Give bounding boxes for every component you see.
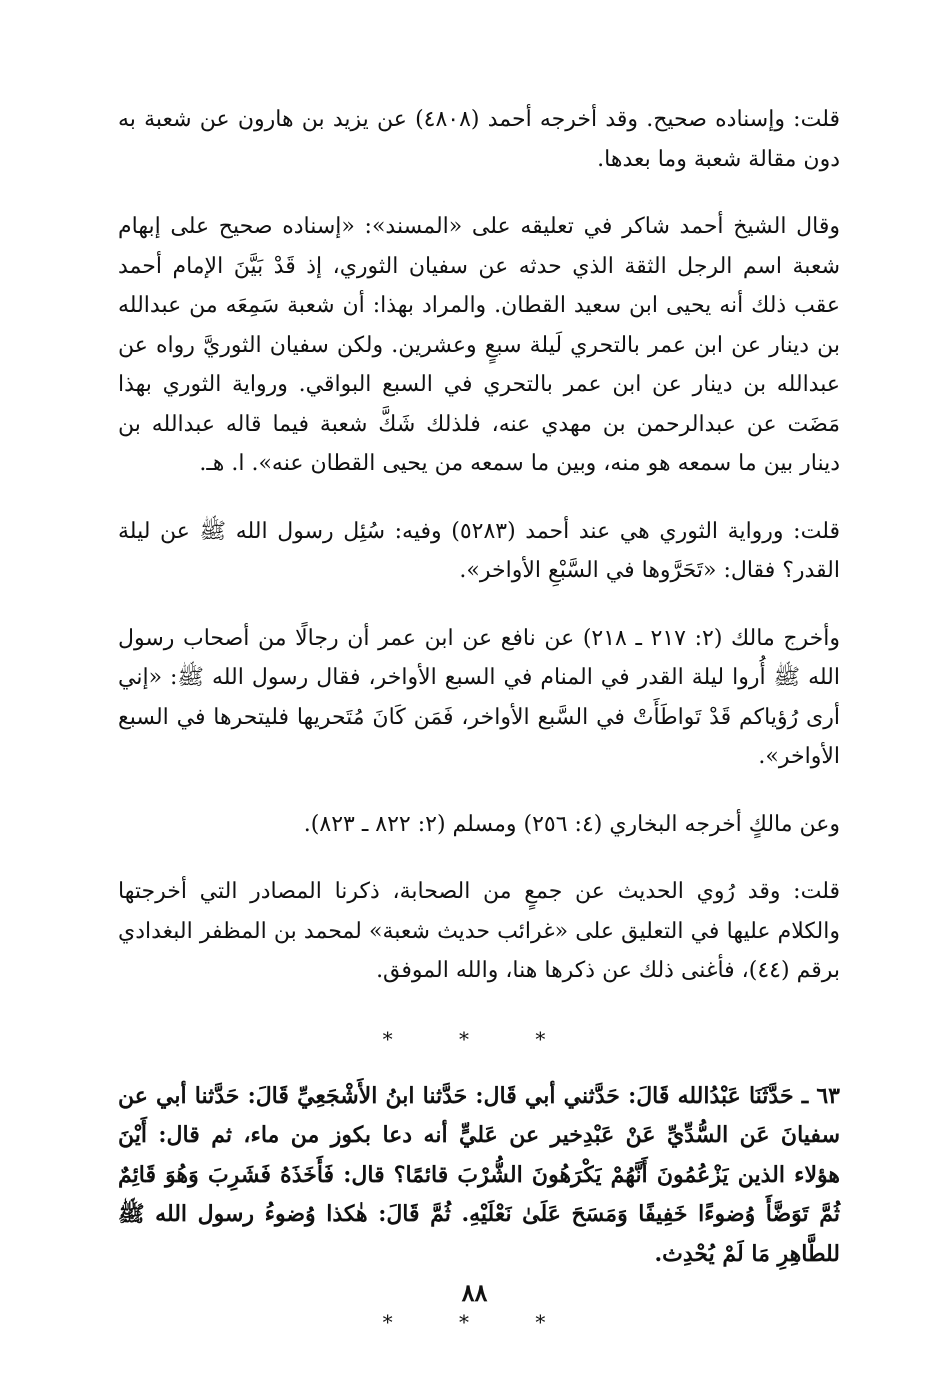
section-separator-end: * * * (382, 1310, 576, 1334)
section-separator: * * * (382, 1026, 576, 1051)
page-number: ٨٨ (461, 1278, 488, 1307)
page-body (118, 100, 840, 1342)
paragraph-3: قلت: ورواية الثوري هي عند أحمد (٥٢٨٣) وفيه: سُئِل رسول الله ﷺ عن ليلة القدر؟ فقال: «تَحَرَّوها في السَّبْعِ الأواخر». (118, 518, 840, 583)
paragraph-6: قلت: وقد رُوي الحديث عن جمعٍ من الصحابة، ذكرنا المصادر التي أخرجتها والكلام عليها في التعليق على «غرائب حديث شعبة» لمحمد بن المظفر البغدادي برقم (٤٤)، فأغنى ذلك عن ذكرها هنا، والله الموفق. (118, 879, 840, 983)
paragraph-2: وقال الشيخ أحمد شاكر في تعليقه على «المسند»: «إسناده صحيح على إبهام شعبة اسم الرجل الثقة الذي حدثه عن سفيان الثوري، إذ قَدْ بَيَّنَ الإمام أحمد عقب ذلك أنه يحيى ابن سعيد القطان. والمراد بهذا: أن شعبة سَمِعَه من عبدالله بن دينار عن ابن عمر بالتحري لَيلة سبعٍ وعشرين. ولكن سفيان الثوريَّ رواه عن عبدالله بن دينار عن ابن عمر بالتحري في السبع البواقي. ورواية الثوري بهذا مَضَت عن عبدالرحمن بن مهدي عنه، فلذلك شَكَّ شعبة فيما قاله عبدالله بن دينار بين ما سمعه هو منه، وبين ما سمعه من يحيى القطان عنه». ا. هـ. (118, 214, 840, 476)
hadith-63: ٦٣ ـ حَدَّثَنَا عَبْدُالله قَالَ: حَدَّثني أبي قَال: حَدَّثنا ابنُ الأَشْجَعِيِّ قَالَ: حَدَّثنا أبي عن سفيانَ عَن السُّدِّيِّ عَنْ عَبْدِخير عن عَليٍّ أنه دعا بكوز من ماء، ثم قال: أَيْنَ هؤلاء الذين يَزْعُمُونَ أَنَّهُمْ يَكْرَهُونَ الشُّرْبَ قائمًا؟ قال: فَأَخَذَهُ فَشَرِبَ وَهُوَ قَائِمٌ ثُمَّ تَوَضَّأَ وُضوءًا خَفِيفًا وَمَسَحَ عَلَىٰ نَعْلَيْهِ. ثُمَّ قَالَ: هٰكذا وُضوءُ رسول الله ﷺ للطَّاهِرِ مَا لَمْ يُحْدِث. (118, 1082, 840, 1267)
paragraph-5: وعن مالكٍ أخرجه البخاري (٤: ٢٥٦) ومسلم (٢: ٨٢٢ ـ ٨٢٣). (303, 811, 840, 837)
paragraph-4: وأخرج مالك (٢: ٢١٧ ـ ٢١٨) عن نافع عن ابن عمر أن رجالًا من أصحاب رسول الله ﷺ أُروا ليلة القدر في المنام في السبع الأواخر، فقال رسول الله ﷺ: «إني أرى رُؤياكم قَدْ تَواطَأَتْ في السَّبع الأواخر، فَمَن كَانَ مُتَحريها فليتحرها في السبع الأواخر». (118, 625, 840, 769)
paragraph-1: قلت: وإسناده صحيح. وقد أخرجه أحمد (٤٨٠٨) عن يزيد بن هارون عن شعبة به دون مقالة شعبة وما بعدها. (118, 107, 840, 172)
